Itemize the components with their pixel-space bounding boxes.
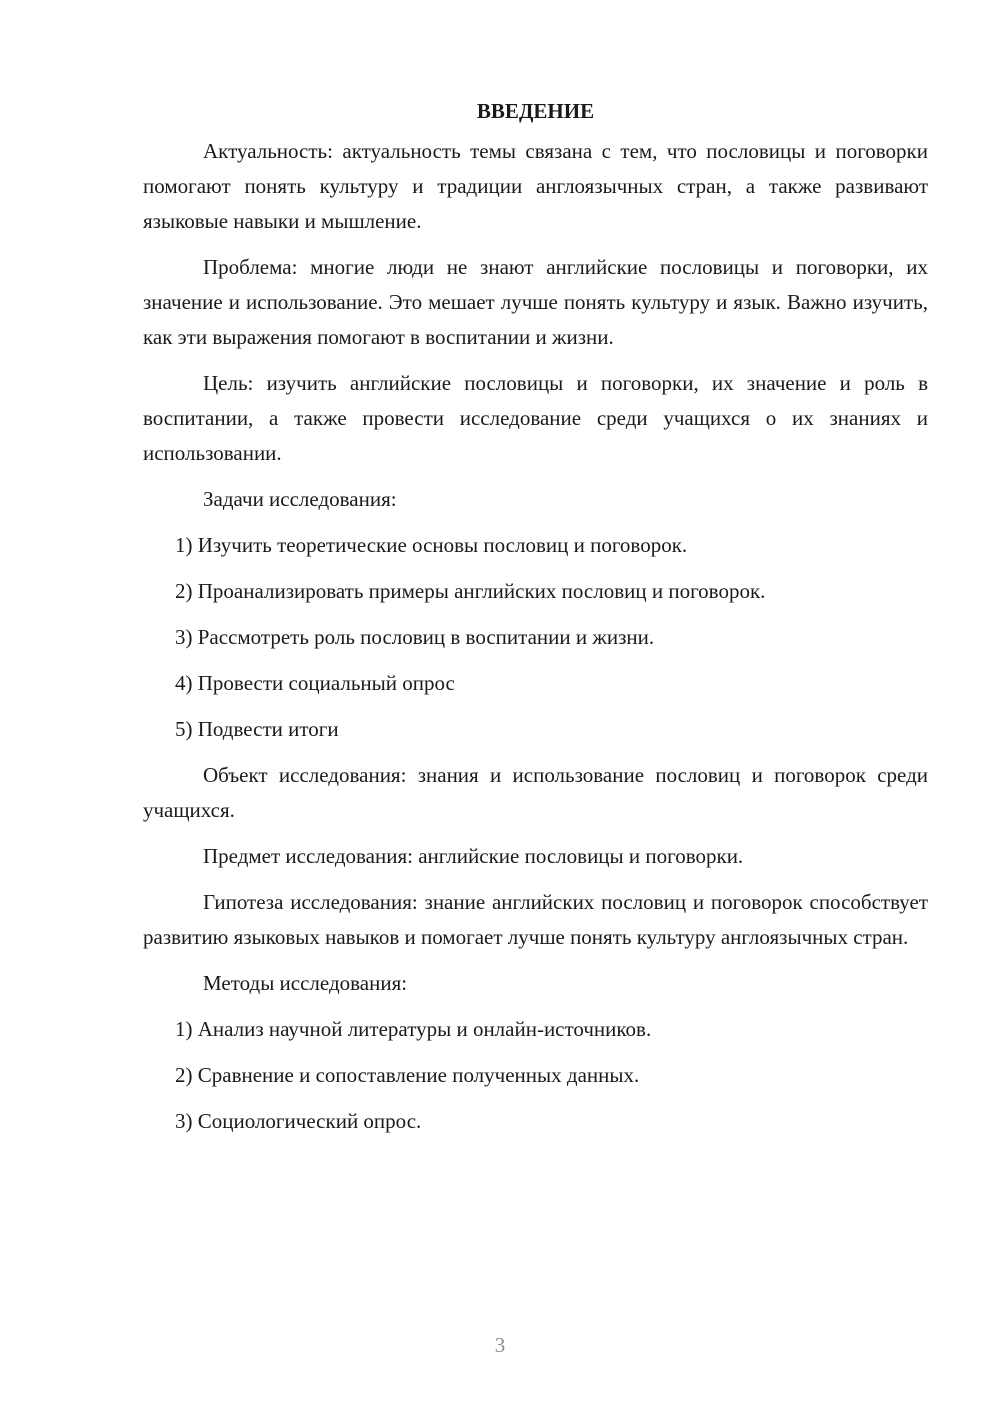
document-page [143,93,928,1150]
subject-paragraph: Предмет исследования: английские пословицы и поговорки. [203,844,744,868]
task-item: 3) Рассмотреть роль пословиц в воспитании и жизни. [175,625,655,649]
object-paragraph: Объект исследования: знания и использование пословиц и поговорок среди учащихся. [143,763,928,822]
method-item: 1) Анализ научной литературы и онлайн-источников. [175,1017,652,1041]
relevance-paragraph: Актуальность: актуальность темы связана с тем, что пословицы и поговорки помогают понять культуру и традиции англоязычных стран, а также развивают языковые навыки и мышление. [143,139,928,233]
page-number: 3 [494,1333,506,1357]
methods-list [143,1012,928,1139]
task-item: 1) Изучить теоретические основы пословиц и поговорок. [175,533,688,557]
problem-paragraph: Проблема: многие люди не знают английские пословицы и поговорки, их значение и использование. Это мешает лучше понять культуру и язык. Важно изучить, как эти выражения помогают в воспитании и жизни. [143,255,928,349]
tasks-list [143,528,928,747]
goal-paragraph: Цель: изучить английские пословицы и поговорки, их значение и роль в воспитании, а также провести исследование среди учащихся о их знаниях и использовании. [143,371,928,465]
hypothesis-paragraph: Гипотеза исследования: знание английских пословиц и поговорок способствует развитию языковых навыков и помогает лучше понять культуру англоязычных стран. [143,890,928,949]
task-item: 4) Провести социальный опрос [175,671,455,695]
tasks-heading: Задачи исследования: [203,487,397,511]
method-item: 3) Социологический опрос. [175,1109,422,1133]
section-title: ВВЕДЕНИЕ [476,99,595,123]
task-item: 5) Подвести итоги [175,717,339,741]
task-item: 2) Проанализировать примеры английских пословиц и поговорок. [175,579,766,603]
method-item: 2) Сравнение и сопоставление полученных данных. [175,1063,640,1087]
methods-heading: Методы исследования: [203,971,408,995]
